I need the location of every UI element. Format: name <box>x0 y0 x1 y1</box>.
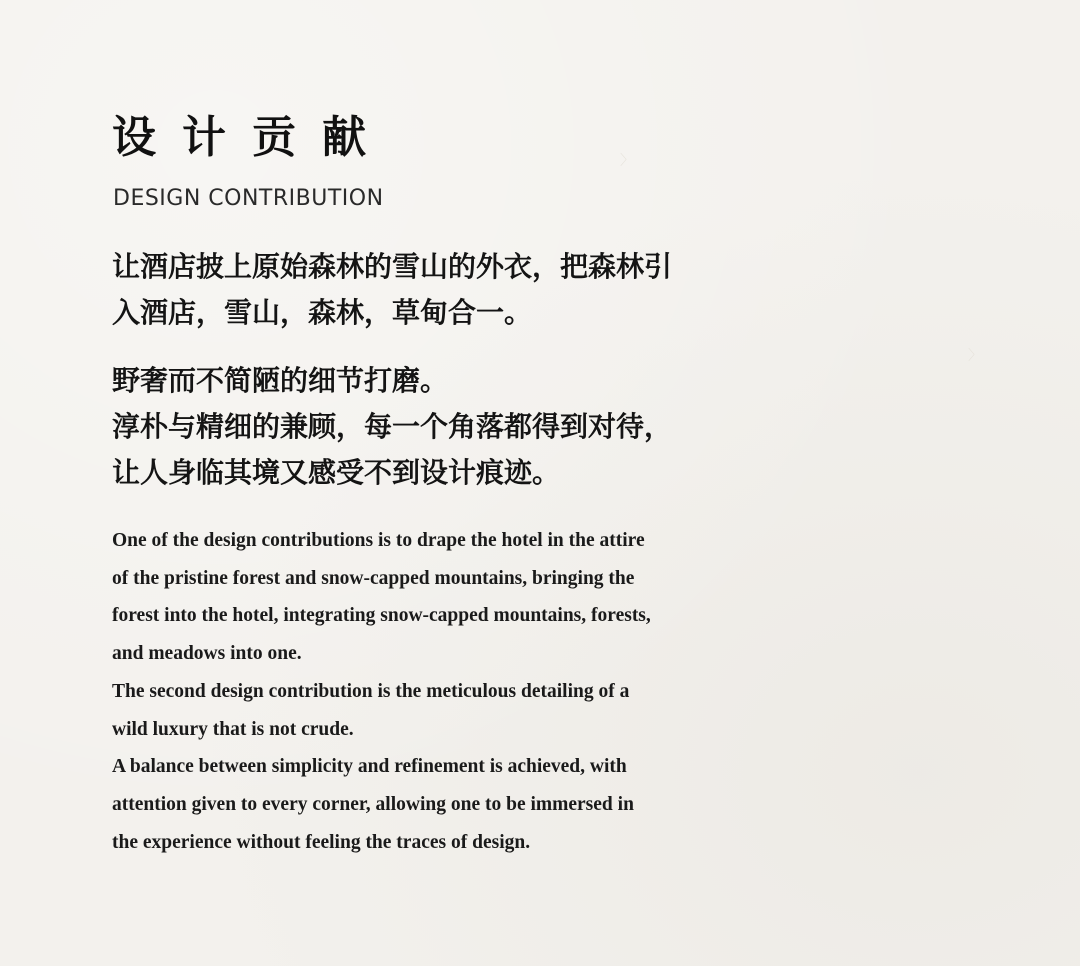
page-title-chinese: 设计贡献 <box>112 112 392 163</box>
english-description-line: the experience without feeling the traces of design. <box>112 831 531 853</box>
english-description-line: One of the design contributions is to drape the hotel in the attire <box>112 530 645 551</box>
chinese-paragraph-2 <box>112 358 752 496</box>
chinese-paragraph-line: 让人身临其境又感受不到设计痕迹。 <box>112 456 561 489</box>
english-description-line: forest into the hotel, integrating snow-capped mountains, forests, <box>112 605 651 627</box>
english-description-line: wild luxury that is not crude. <box>112 718 354 740</box>
english-description-line: The second design contribution is the meticulous detailing of a <box>112 680 630 702</box>
chinese-paragraph-line: 淳朴与精细的兼顾，每一个角落都得到对待， <box>112 410 673 443</box>
english-description-line: A balance between simplicity and refinement is achieved, with <box>112 756 627 778</box>
english-description-line: and meadows into one. <box>112 643 302 665</box>
chinese-paragraph-line: 让酒店披上原始森林的雪山的外衣，把森林引 <box>112 250 673 283</box>
page-title-english: DESIGN CONTRIBUTION <box>113 186 384 211</box>
english-description-line: of the pristine forest and snow-capped mountains, bringing the <box>112 567 635 589</box>
english-description <box>112 522 732 861</box>
chinese-paragraph-line: 入酒店，雪山，森林，草甸合一。 <box>112 296 533 329</box>
chinese-paragraph-1 <box>112 244 752 336</box>
chinese-paragraph-line: 野奢而不简陋的细节打磨。 <box>112 364 449 397</box>
paper-speck-mark: 〉 <box>620 153 634 169</box>
english-description-line: attention given to every corner, allowing one to be immersed in <box>112 793 634 815</box>
paper-speck-mark: 〉 <box>968 348 982 364</box>
